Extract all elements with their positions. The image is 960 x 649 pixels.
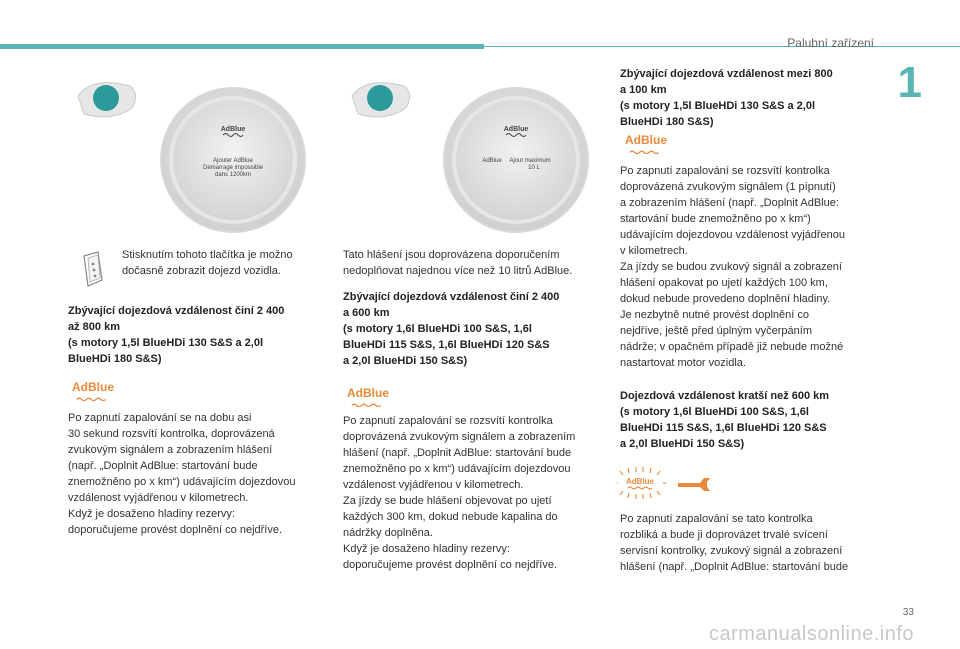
instrument-display-illustration-2: [346, 76, 596, 236]
adblue-flashing-icon: [617, 466, 667, 500]
display-message-line3: dans 1200km: [214, 172, 252, 178]
adblue-warning-icon: [347, 384, 389, 407]
trip-button-icon: [80, 250, 106, 290]
col3-body-2: Po zapnutí zapalování se tato kontrolka rozbliká a bude ji doprovázet trvalé svícení servisní kontrolky, zvukový signál a zobrazení hlášení (např. „Doplnit AdBlue: startování bude: [620, 513, 849, 573]
display-message-line1: Ajouter AdBlue: [213, 158, 253, 164]
adblue-indicator-label: AdBlue: [625, 133, 667, 147]
adblue-flashing-label: AdBlue: [626, 477, 654, 486]
section-title: Palubní zařízení: [787, 36, 874, 50]
display-message-value: 10 L: [528, 165, 540, 171]
display-message-left: AdBlue: [482, 158, 502, 164]
indicator-lamp-icon: [93, 85, 119, 111]
header-rule: [484, 46, 960, 47]
indicator-lamp-icon: [367, 85, 393, 111]
adblue-warning-icon: [625, 131, 667, 154]
display-brand-text: AdBlue: [503, 126, 529, 133]
col3-heading-1: Zbývající dojezdová vzdálenost mezi 800 a 100 km (s motory 1,5l BlueHDi 130 S&S a 2,0l BlueHDi 180 S&S): [620, 68, 833, 128]
button-description: Stisknutím tohoto tlačítka je možno dočasně zobrazit dojezd vozidla.: [122, 249, 293, 277]
display-message-line2: Demarrage impossible: [202, 165, 264, 171]
display-message-right: Ajout maximum: [509, 158, 551, 164]
col3-heading-2: Dojezdová vzdálenost kratší než 600 km (s motory 1,6l BlueHDi 100 S&S, 1,6l BlueHDi 115 S&S, 1,6l BlueHDi 120 S&S a 2,0l BlueHDi 150 S&S): [620, 390, 830, 450]
watermark: carmanualsonline.info: [708, 623, 914, 645]
col3-body-1: Po zapnutí zapalování se rozsvítí kontrolka doprovázená zvukovým signálem (1 pípnutí) a zobrazením hlášení (např. „Doplnit AdBlue: startování bude znemožněno po x km“) udávajícím dojezdovou vzdálenost vyjádřenou v kilometrech. Za jízdy se budou zvukový signál a zobrazení hlášení opakovat po ujetí každých 100 km, dokud nebude provedeno doplnění hladiny. Je nezbytně nutné provést doplnění co nejdříve, ještě před úplným vyčerpáním nádrže; v opačném případě již nebude možné nastartovat motor vozidla.: [620, 165, 846, 369]
adblue-indicator-label: AdBlue: [72, 380, 114, 394]
chapter-number: 1: [897, 58, 922, 107]
instrument-display-illustration-1: [72, 76, 322, 236]
col2-body: Po zapnutí zapalování se rozsvítí kontrolka doprovázená zvukovým signálem a zobrazením hlášení (např. „Doplnit AdBlue: startování bude znemožněno po x km“) udávajícím dojezdovou vzdálenost vyjádřenou v kilometrech. Za jízdy se bude hlášení objevovat po ujetí každých 300 km, dokud nebude kapalina do nádržky doplněna. Když je dosaženo hladiny rezervy: doporučujeme provést doplnění co nejdříve.: [343, 415, 576, 571]
service-wrench-icon: [676, 476, 712, 494]
page-number: 33: [902, 607, 914, 618]
col1-body: Po zapnutí zapalování se na dobu asi 30 sekund rozsvítí kontrolka, doprovázená zvukovým signálem a zobrazením hlášení (např. „Doplnit AdBlue: startování bude znemožněno po x km“) udávajícím dojezdovou vzdálenost vyjádřenou v kilometrech. Když je dosaženo hladiny rezervy: doporučujeme provést doplnění co nejdříve.: [68, 412, 296, 536]
header-accent-bar: [0, 44, 484, 49]
adblue-indicator-label: AdBlue: [347, 386, 389, 400]
adblue-warning-icon: [72, 378, 114, 401]
display-brand-text: AdBlue: [220, 126, 246, 133]
col2-heading: Zbývající dojezdová vzdálenost činí 2 400 a 600 km (s motory 1,6l BlueHDi 100 S&S, 1,6l BlueHDi 115 S&S, 1,6l BlueHDi 120 S&S a 2,0l BlueHDi 150 S&S): [343, 291, 560, 367]
col1-heading: Zbývající dojezdová vzdálenost činí 2 400 až 800 km (s motory 1,5l BlueHDi 130 S&S a 2,0l BlueHDi 180 S&S): [68, 305, 285, 365]
col2-intro: Tato hlášení jsou doprovázena doporučením nedoplňovat najednou více než 10 litrů AdBlue.: [343, 249, 573, 277]
